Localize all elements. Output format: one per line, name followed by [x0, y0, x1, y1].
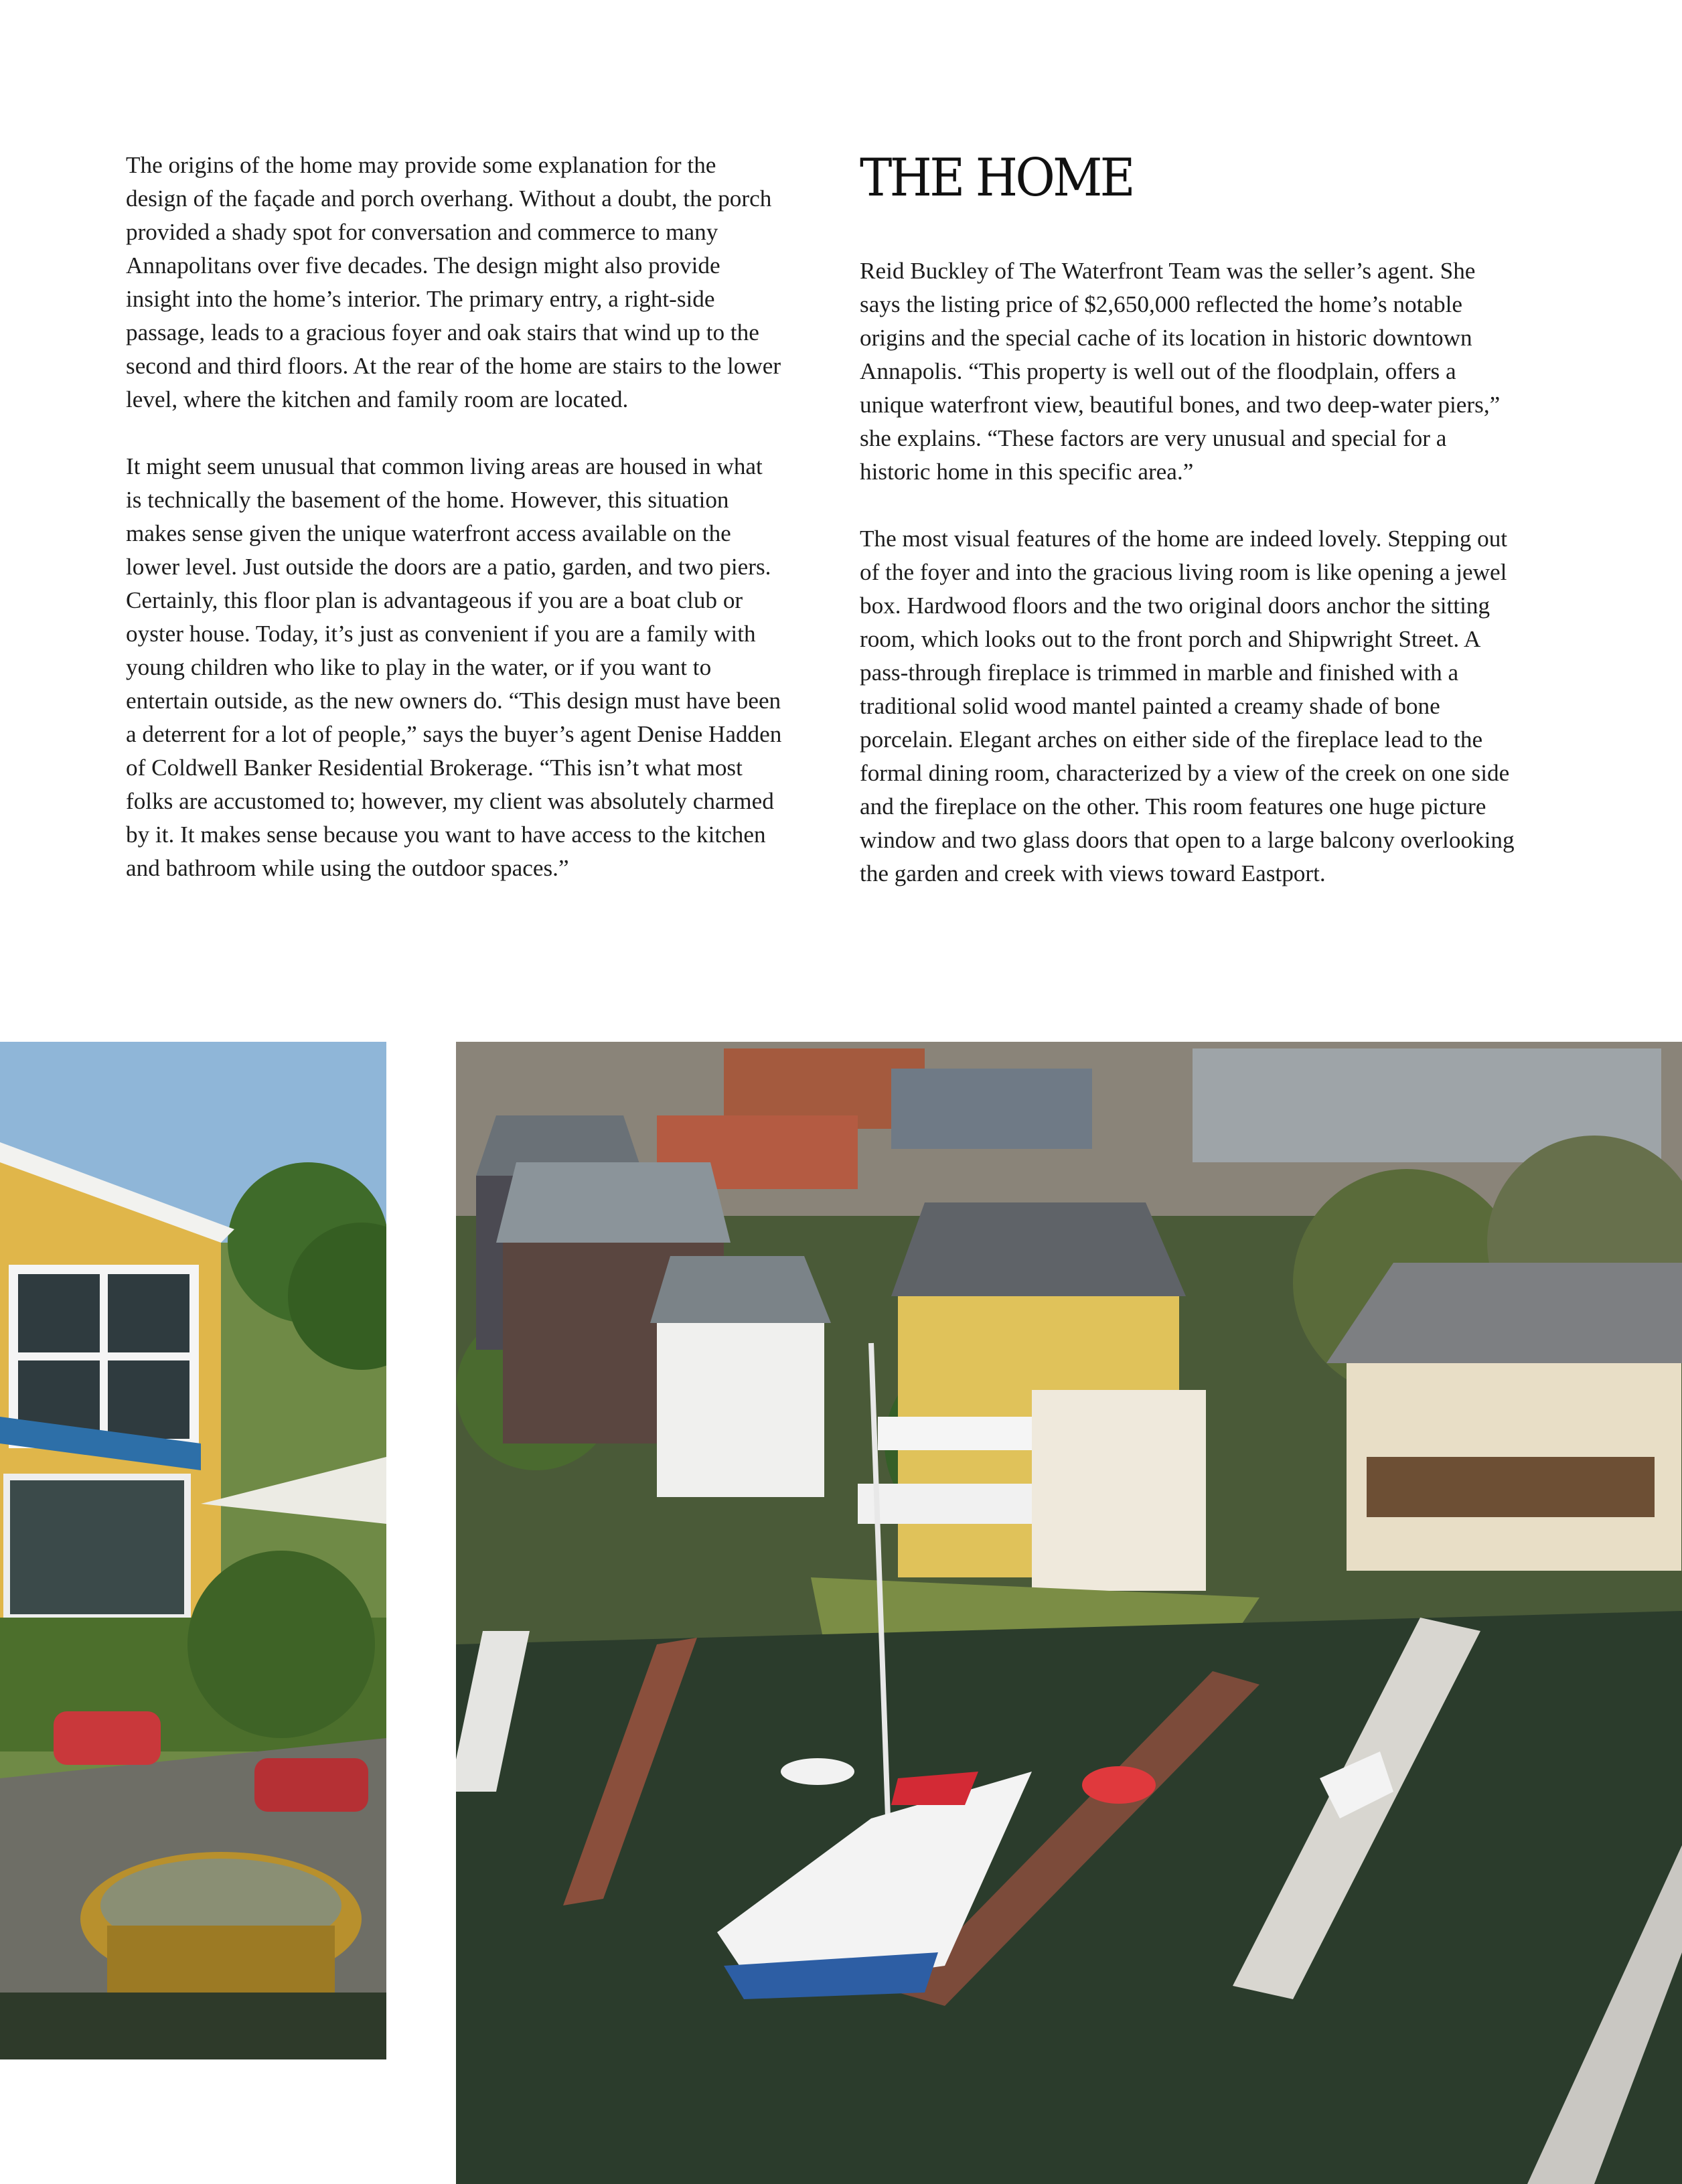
right-paragraph-2: The most visual features of the home are indeed lovely. Stepping out of the foyer and into the gracious living room is like opening a jewel box. Hardwood floors and the two original doors anchor the sitting room, which looks out to the front porch and Shipwright Street. A pass-through fireplace is trimmed in marble and finished with a traditional solid wood mantel painted a creamy shade of bone porcelain. Elegant arches on either side of the fireplace lead to the formal dining room, characterized by a view of the creek on one side and the fireplace on the other. This room features one huge picture window and two glass doors that open to a large balcony overlooking the garden and creek with views toward Eastport.	[860, 526, 1515, 886]
left-paragraph-1: The origins of the home may provide some explanation for the design of the façade and porch overhang. Without a doubt, the porch provided a shady spot for conversation and commerce to many Annapolitans over five decades. The design might also provide insight into the home’s interior. The primary entry, a right-side passage, leads to a gracious foyer and oak stairs that wind up to the second and third floors. At the rear of the home are stairs to the lower level, where the kitchen and family room are located.	[126, 152, 781, 412]
right-paragraph-1: Reid Buckley of The Waterfront Team was the seller’s agent. She says the listing price of $2,650,000 reflected the home’s notable origins and the special cache of its location in historic downtown Annapolis. “This property is well out of the floodplain, offers a unique waterfront view, beautiful bones, and two deep-water piers,” she explains. “These factors are very unusual and special for a historic home in this specific area.”	[860, 258, 1501, 485]
patio-garden-illustration	[0, 1042, 386, 2059]
patio-garden-photo	[0, 1042, 386, 2059]
heading-spacer	[860, 208, 1516, 254]
section-heading: THE HOME	[860, 148, 1133, 208]
right-text-column	[860, 149, 1516, 890]
aerial-waterfront-photo	[456, 1042, 1682, 2184]
aerial-waterfront-illustration	[456, 1042, 1682, 2184]
left-text-column	[126, 149, 782, 885]
left-paragraph-2: It might seem unusual that common living areas are housed in what is technically the basement of the home. However, this situation makes sense given the unique waterfront access available on the lower level. Just outside the doors are a patio, garden, and two piers. Certainly, this floor plan is advantageous if you are a boat club or oyster house. Today, it’s just as convenient if you are a family with young children who like to play in the water, or if you want to entertain outside, as the new owners do. “This design must have been a deterrent for a lot of people,” says the buyer’s agent Denise Hadden of Coldwell Banker Residential Brokerage. “This isn’t what most folks are accustomed to; however, my client was absolutely charmed by it. It makes sense because you want to have access to the kitchen and bathroom while using the outdoor spaces.”	[126, 453, 782, 881]
